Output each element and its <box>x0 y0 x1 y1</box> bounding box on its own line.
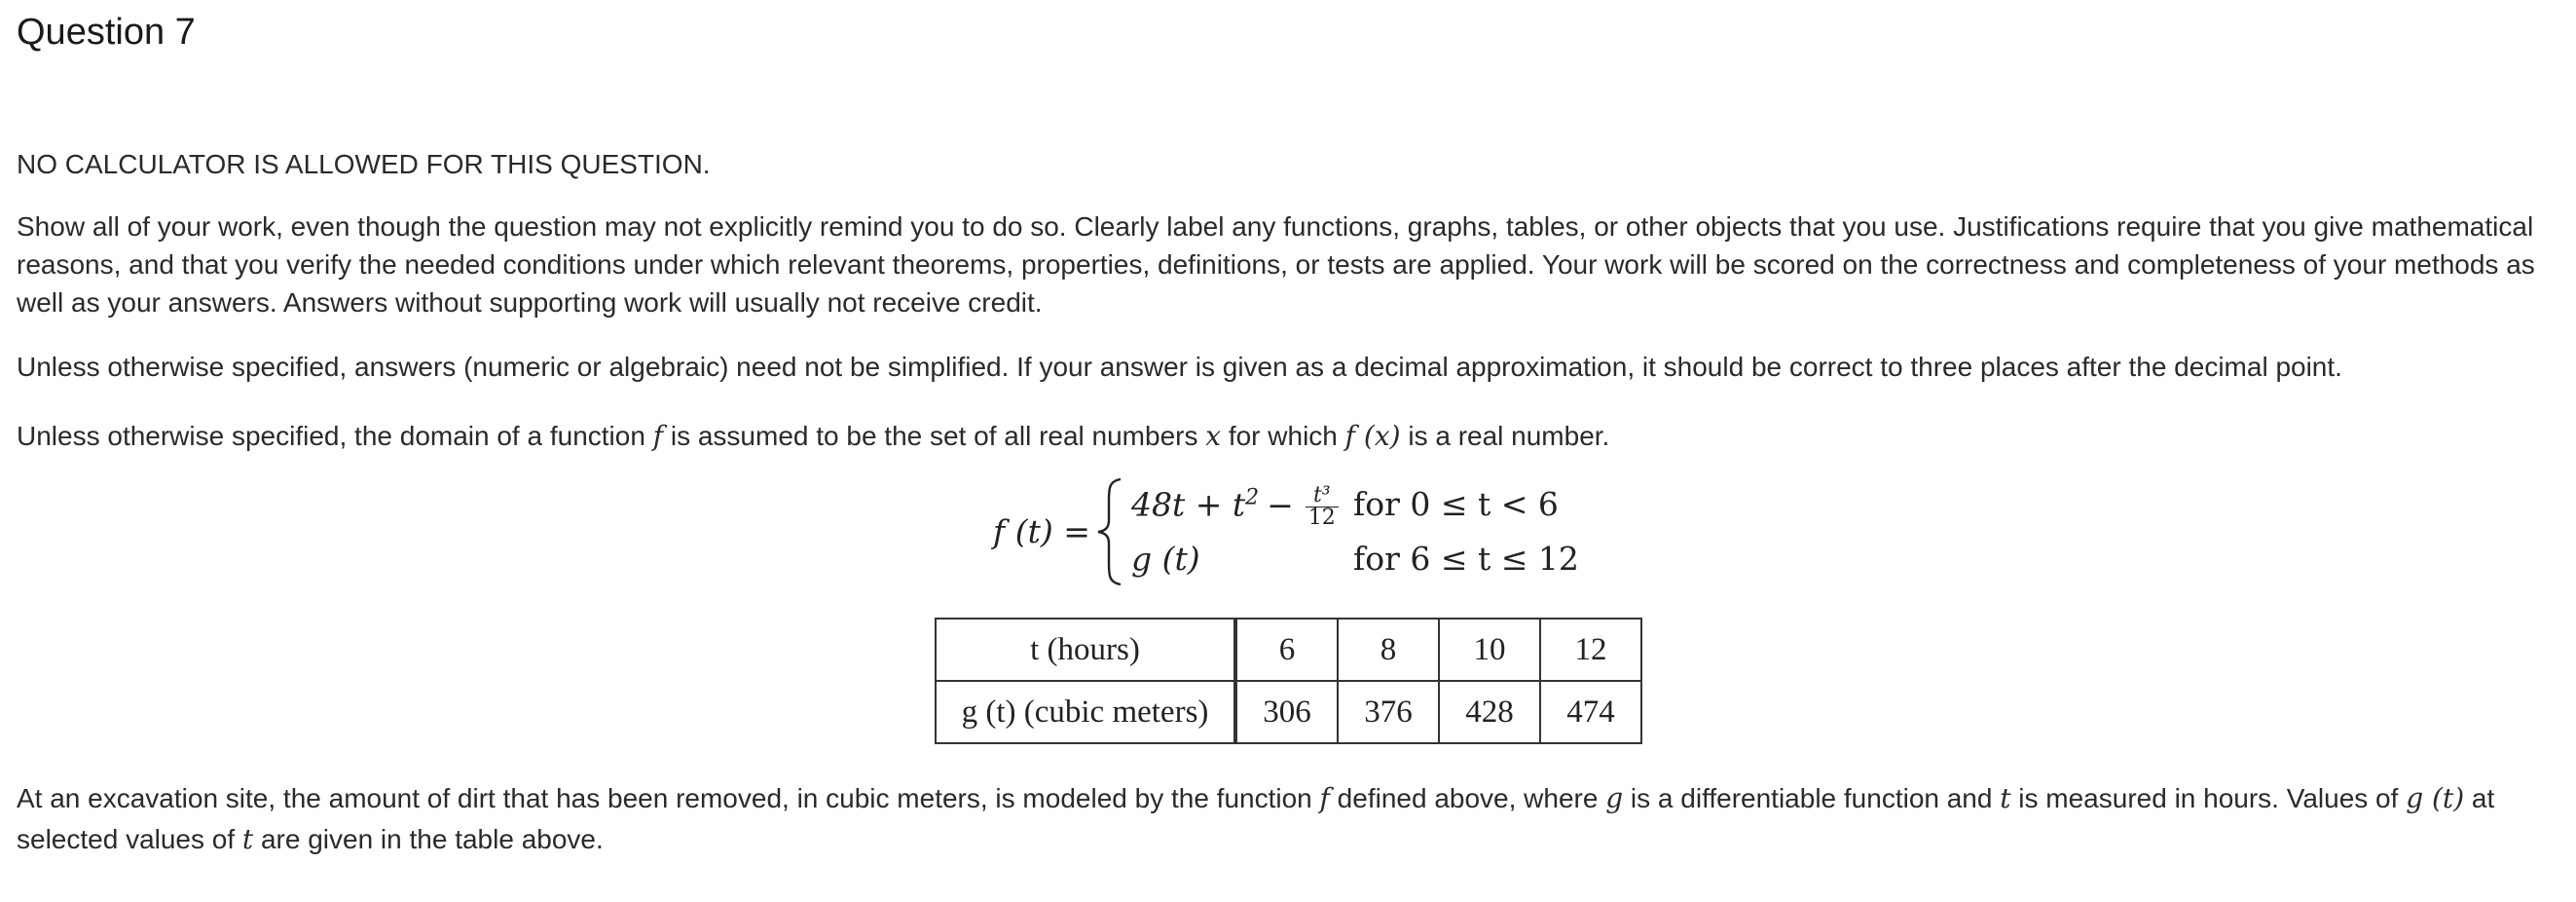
left-brace-icon <box>1095 477 1124 586</box>
table-cell: 428 <box>1439 681 1540 743</box>
var-t: t <box>2000 782 2011 814</box>
table-cell: 12 <box>1540 619 1641 681</box>
context-paragraph: At an excavation site, the amount of dirt that has been removed, in cubic meters, is modeled by the function f defined above, where g is a differentiable function and t is measured in hours. Values of g (t) at selected values of t are given in the table above. <box>17 782 2495 855</box>
table-cell: 474 <box>1540 681 1641 743</box>
piecewise-definition <box>993 477 1597 594</box>
var-g: g <box>1605 782 1624 814</box>
var-f: f <box>652 420 664 452</box>
piecewise-row1-expression: $48t + t^2$ − $\frac{\text{t³}}{12}$ <box>1131 485 1343 529</box>
expr-g-of-t: g (t) <box>2406 782 2465 814</box>
var-f: f <box>1319 782 1330 814</box>
piecewise-lhs: f (t) = <box>993 512 1090 550</box>
var-x: x <box>1205 420 1222 452</box>
piecewise-row2-condition: for 6 ≤ t ≤ 12 <box>1353 540 1579 578</box>
piecewise-row1-condition: for 0 ≤ t < 6 <box>1353 485 1559 523</box>
table-cell: 10 <box>1439 619 1540 681</box>
question-title: Question 7 <box>17 12 196 53</box>
var-t: t <box>241 823 254 855</box>
table-cell: 376 <box>1338 681 1439 743</box>
piecewise-row2-expression: g (t) <box>1131 540 1200 578</box>
table-header-g: g (t) (cubic meters) <box>936 681 1235 743</box>
fraction: $\frac{\text{t³}}{12}$ <box>1306 485 1339 529</box>
table-cell: 306 <box>1235 681 1338 743</box>
expr-f-of-x: f (x) <box>1344 420 1401 452</box>
table-row <box>936 681 1641 743</box>
instructions-paragraph: Show all of your work, even though the question may not explicitly remind you to do so. Clearly label any functions, graphs, tables, or other objects that you use. Justifications require that you give mathematical reasons, and that you verify the needed conditions under which relevant theorems, properties, definitions, or tests are applied. Your work will be scored on the correctness and completeness of your methods as well as your answers. Answers without supporting work will usually not receive credit. <box>17 211 2535 318</box>
simplification-note: Unless otherwise specified, answers (numeric or algebraic) need not be simplified. If your answer is given as a decimal approximation, it should be correct to three places after the decimal point. <box>17 352 2342 382</box>
table-row <box>936 619 1641 681</box>
domain-note: Unless otherwise specified, the domain of a function f is assumed to be the set of all real numbers x for which f (x) is a real number. <box>17 420 1610 452</box>
table-cell: 6 <box>1235 619 1338 681</box>
calculator-notice: NO CALCULATOR IS ALLOWED FOR THIS QUESTION. <box>17 149 711 179</box>
table-header-t: t (hours) <box>936 619 1235 681</box>
values-table <box>935 618 1642 744</box>
table-cell: 8 <box>1338 619 1439 681</box>
